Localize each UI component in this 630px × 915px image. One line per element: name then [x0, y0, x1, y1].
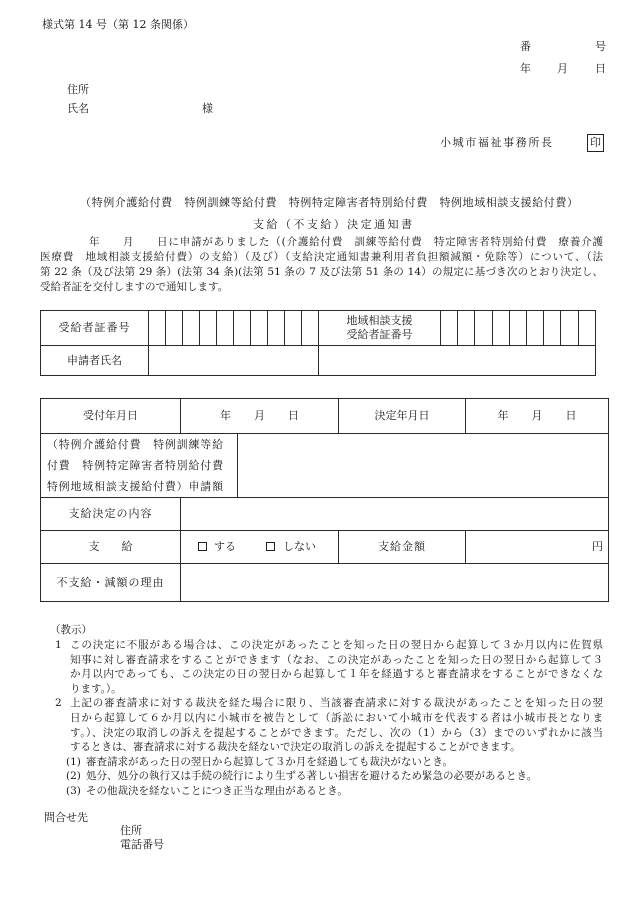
- checkbox-icon: [198, 542, 207, 551]
- amount-value: [466, 531, 609, 564]
- title-line-1: （特例介護給付費 特例訓練等給付費 特例特定障害者特別給付費 特例地域相談支援給付費）: [80, 196, 578, 209]
- notes-heading: （教示）: [50, 624, 92, 636]
- document-number-label: 番: [520, 40, 531, 53]
- contact-address-label: 住所: [120, 824, 142, 837]
- body-line: 第 22 条（及び法第 29 条）(法第 34 条)(法第 51 条の 7 及び法第 51 条の 14）の規定に基づき次のとおり決定し、: [40, 266, 603, 278]
- subitem-text: その他裁決を経ないことにつき正当な理由があるとき。: [86, 785, 348, 797]
- received-date-month: 月: [254, 409, 265, 422]
- digit-cell: [285, 311, 302, 346]
- reason-value: [181, 564, 609, 602]
- digit-cell: [302, 311, 319, 346]
- note-number: 1: [55, 639, 62, 651]
- page-title: 支給（不支給）決定通知書: [253, 218, 412, 231]
- body-line: 年 月 日に申請がありました（(介護給付費 訓練等給付費 特定障害者特別給付費 療養介護: [89, 236, 603, 248]
- issue-date-year: 年: [520, 62, 531, 75]
- table-row: [41, 531, 609, 564]
- option-no-label: しない: [283, 540, 316, 553]
- certificate-number-table: [40, 310, 596, 376]
- received-date-year: 年: [220, 409, 231, 422]
- decision-date-year: 年: [497, 409, 509, 422]
- option-yes-label: する: [214, 540, 236, 553]
- issuer-title: 小城市福祉事務所長: [440, 136, 552, 149]
- decision-table: [40, 398, 609, 602]
- payment-options: [181, 531, 339, 564]
- note-line: この決定に不服がある場合は、この決定があったことを知った日の翌日から起算して３か月以内に佐賀県: [70, 639, 603, 651]
- application-amount-label-cell: [41, 434, 238, 498]
- subitem-number: (1): [66, 756, 81, 768]
- note-line: 知事に対し審査請求をすることができます（なお、この決定があったことを知った日の翌日から起算して３: [70, 654, 603, 666]
- digit-cell: [183, 311, 200, 346]
- table-row: [41, 498, 609, 531]
- table-row: [41, 564, 609, 602]
- subitem-number: (3): [66, 785, 81, 797]
- received-date-day: 日: [288, 409, 299, 422]
- digit-cell: [251, 311, 268, 346]
- table-row: [41, 399, 609, 434]
- note-line: か月以内であっても、この決定の日の翌日から起算して１年を経過すると審査請求をすることができなくな: [70, 668, 603, 680]
- contact-heading: 問合せ先: [44, 811, 88, 824]
- decision-date-value: [466, 399, 609, 434]
- digit-cell: [561, 311, 578, 346]
- application-amount-value: [238, 434, 609, 498]
- table-row: [41, 434, 609, 498]
- decision-content-value: [181, 498, 609, 531]
- issue-date-day: 日: [595, 62, 606, 75]
- digit-cell: [268, 311, 285, 346]
- applicant-name-extra: [319, 346, 596, 376]
- digit-cell: [492, 311, 509, 346]
- regional-number-label-cell: [319, 311, 441, 346]
- digit-cell: [217, 311, 234, 346]
- digit-cell: [458, 311, 475, 346]
- decision-date-month: 月: [531, 409, 543, 422]
- amount-label: 支給金額: [339, 531, 466, 564]
- body-line: 医療費 地域相談支援給付費）の支給）（及び）（支給決定通知書兼利用者負担額減額・免除等）について、（法: [40, 251, 603, 263]
- applicant-name-value: [149, 346, 319, 376]
- document-number-suffix: 号: [595, 40, 606, 53]
- recipient-name-label: 氏名: [67, 102, 89, 115]
- digit-cell: [200, 311, 217, 346]
- received-date-value: [181, 399, 339, 434]
- application-amount-label-line: 付費 特例特定障害者特別給付費: [47, 459, 223, 472]
- checkbox-icon: [266, 542, 275, 551]
- payment-label: 支 給: [41, 531, 181, 564]
- seal-mark: 印: [587, 134, 604, 152]
- decision-date-day: 日: [565, 409, 577, 422]
- regional-number-label-line: 受給者証番号: [346, 328, 413, 341]
- note-line: 日から起算して６か月以内に小城市を被告として（訴訟において小城市を代表する者は小城市長となりま: [70, 712, 603, 724]
- note-line: す。）、決定の取消しの訴えを提起することができます。ただし、次の（1）から（3）までのいずれかに該当: [70, 727, 603, 739]
- recipient-honorific: 様: [202, 102, 213, 115]
- digit-cell: [234, 311, 251, 346]
- note-line: 上記の審査請求に対する裁決を経た場合に限り、当該審査請求に対する裁決があったことを知った日の翌: [70, 697, 603, 709]
- table-row: [41, 311, 596, 346]
- applicant-name-label: 申請者氏名: [41, 346, 149, 376]
- application-amount-label-line: 特例地域相談支援給付費）申請額: [47, 480, 223, 493]
- reason-label: 不支給・減額の理由: [41, 564, 181, 602]
- subitem-text: 処分、処分の執行又は手続の続行により生ずる著しい損害を避けるため緊急の必要があるとき。: [86, 770, 538, 782]
- regional-number-label-line: 地域相談支援: [346, 314, 413, 327]
- digit-cell: [475, 311, 492, 346]
- digit-cell: [578, 311, 595, 346]
- note-line: ります。）。: [70, 683, 122, 695]
- decision-date-label: 決定年月日: [339, 399, 466, 434]
- digit-cell: [509, 311, 526, 346]
- note-line: するときは、審査請求に対する裁決を経ないで決定の取消しの訴えを提起することができます。: [70, 741, 521, 753]
- issue-date-month: 月: [557, 62, 568, 75]
- digit-cell: [166, 311, 183, 346]
- subitem-text: 審査請求があった日の翌日から起算して３か月を経過しても裁決がないとき。: [86, 756, 453, 768]
- digit-cell: [544, 311, 561, 346]
- contact-phone-label: 電話番号: [120, 838, 164, 851]
- digit-cell: [149, 311, 166, 346]
- decision-content-label: 支給決定の内容: [41, 498, 181, 531]
- digit-cell: [441, 311, 458, 346]
- recipient-number-label: 受給者証番号: [41, 311, 149, 346]
- body-line: 受給者証を交付しますので通知します。: [40, 281, 229, 293]
- form-number: 様式第 14 号（第 12 条関係）: [42, 18, 194, 31]
- application-amount-label-line: （特例介護給付費 特例訓練等給: [47, 438, 223, 451]
- subitem-number: (2): [66, 770, 81, 782]
- note-number: 2: [55, 697, 62, 709]
- currency-unit: 円: [592, 540, 603, 553]
- received-date-label: 受付年月日: [41, 399, 181, 434]
- recipient-address-label: 住所: [67, 83, 89, 96]
- table-row: [41, 346, 596, 376]
- digit-cell: [526, 311, 543, 346]
